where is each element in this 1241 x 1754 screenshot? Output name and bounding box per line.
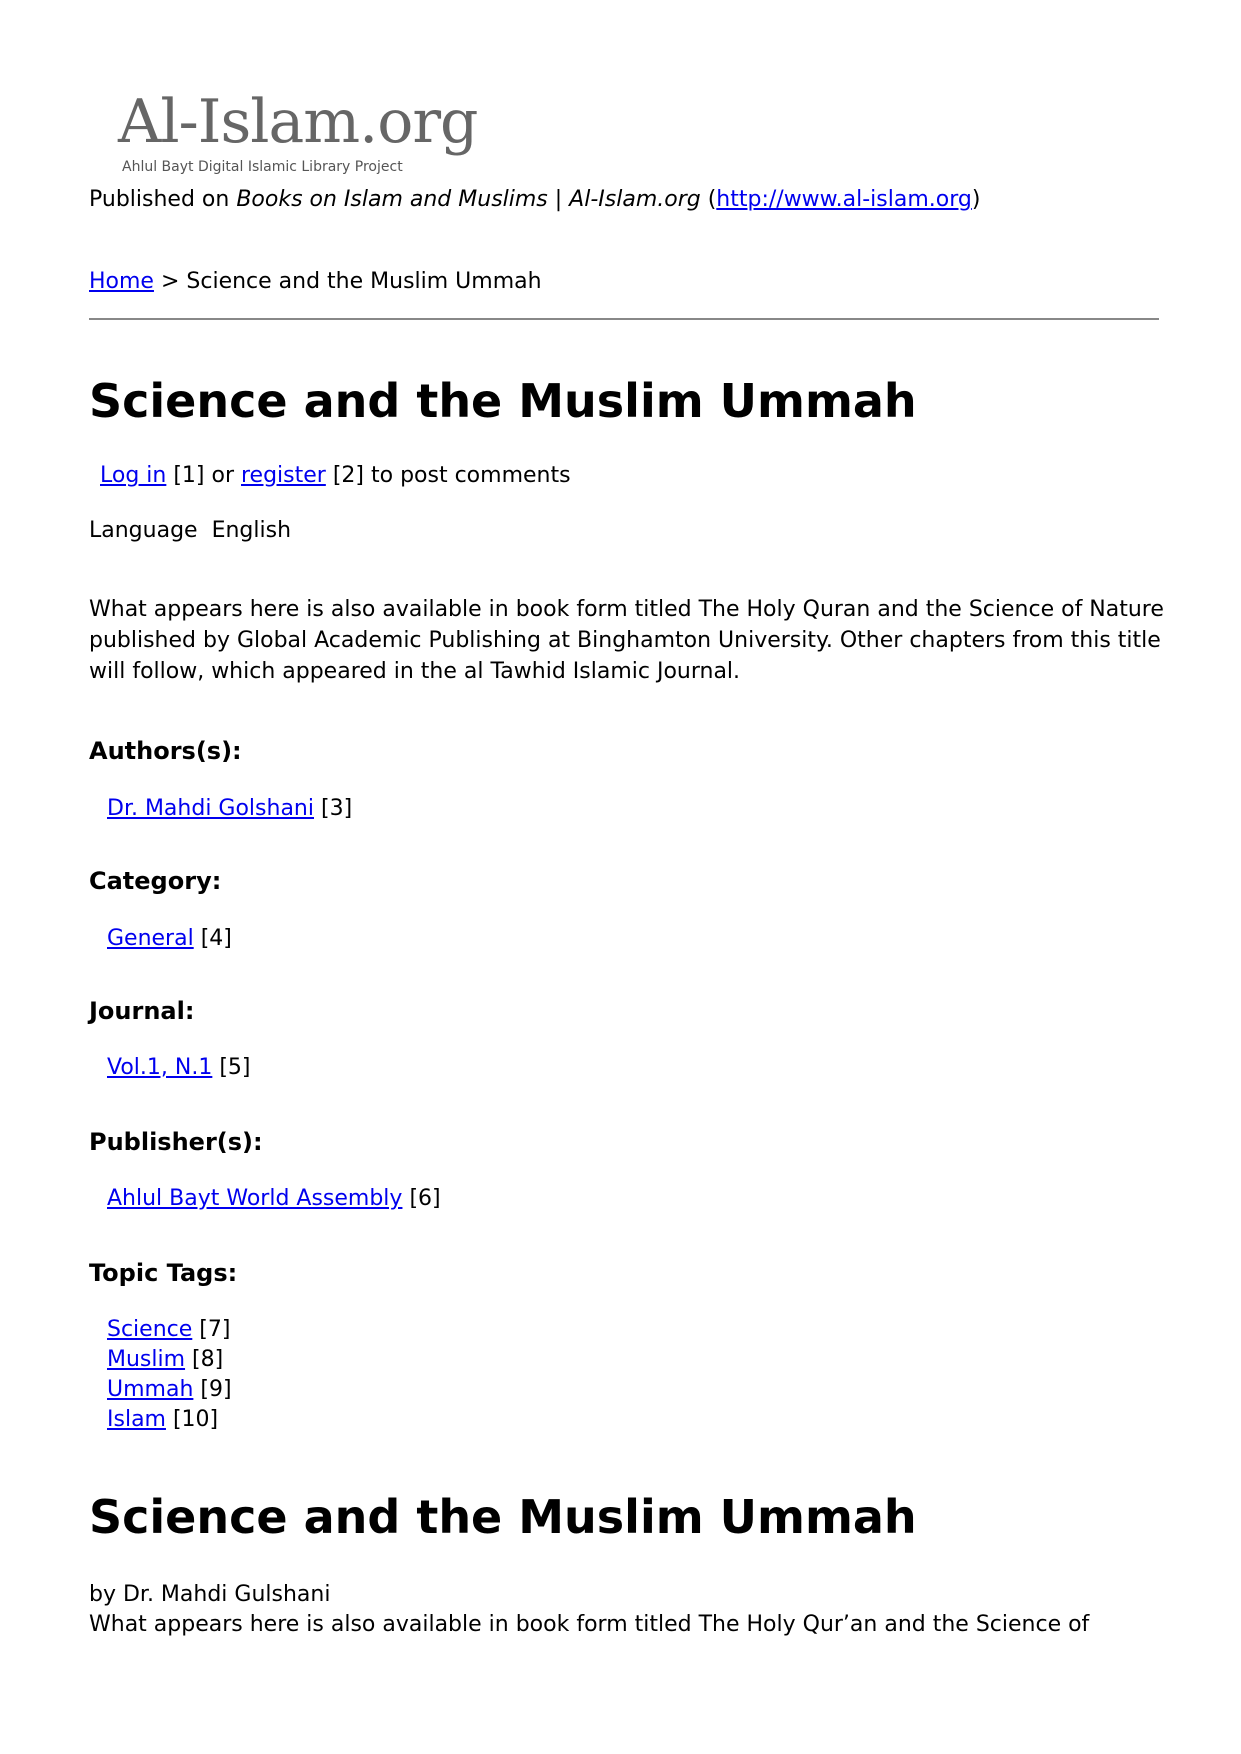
- breadcrumb-separator: >: [153, 269, 187, 294]
- journal-ref: [5]: [212, 1055, 251, 1080]
- published-close: ): [971, 187, 981, 212]
- topic-tags-list: [107, 1315, 232, 1435]
- category-link[interactable]: General: [107, 926, 194, 951]
- comment-login-line: [100, 461, 571, 491]
- publisher-link[interactable]: Ahlul Bayt World Assembly: [107, 1186, 403, 1211]
- breadcrumb-current: Science and the Muslim Ummah: [186, 269, 542, 294]
- body-intro-text: What appears here is also available in book form titled The Holy Qur’an and the Science of: [89, 1612, 1090, 1637]
- tag-item: [107, 1315, 232, 1345]
- tag-link-science[interactable]: Science: [107, 1317, 193, 1342]
- tag-link-ummah[interactable]: Ummah: [107, 1377, 194, 1402]
- published-site-name: Books on Islam and Muslims | Al-Islam.org: [236, 187, 701, 212]
- author-link[interactable]: Dr. Mahdi Golshani: [107, 796, 314, 821]
- publisher-ref: [6]: [402, 1186, 441, 1211]
- breadcrumb-home-link[interactable]: Home: [89, 269, 154, 294]
- published-prefix: Published on: [89, 187, 237, 212]
- language-label: Language: [89, 518, 198, 543]
- category-item: [107, 924, 232, 954]
- category-ref: [4]: [193, 926, 232, 951]
- page-title: Science and the Muslim Ummah: [89, 374, 917, 428]
- tag-ref: [8]: [185, 1347, 224, 1372]
- journal-item: [107, 1053, 251, 1083]
- breadcrumb: [89, 267, 542, 297]
- tag-item: [107, 1345, 232, 1375]
- site-url-link[interactable]: http://www.al-islam.org: [716, 187, 972, 212]
- author-ref: [3]: [314, 796, 353, 821]
- tag-ref: [7]: [192, 1317, 231, 1342]
- login-link[interactable]: Log in: [100, 463, 167, 488]
- topic-tags-label: Topic Tags:: [89, 1259, 238, 1287]
- logo-wordmark: Al-Islam.org: [118, 87, 478, 157]
- publisher-item: [107, 1184, 441, 1214]
- published-on-line: [89, 185, 980, 215]
- tag-item: [107, 1375, 232, 1405]
- tag-link-muslim[interactable]: Muslim: [107, 1347, 186, 1372]
- authors-label: Authors(s):: [89, 737, 242, 765]
- body-title: Science and the Muslim Ummah: [89, 1490, 917, 1544]
- publisher-label: Publisher(s):: [89, 1128, 263, 1156]
- authors-item: [107, 794, 352, 824]
- logo-tagline: Ahlul Bayt Digital Islamic Library Project: [122, 159, 403, 175]
- category-label: Category:: [89, 867, 222, 895]
- tag-ref: [9]: [193, 1377, 232, 1402]
- tag-ref: [10]: [165, 1407, 219, 1432]
- register-ref: [2] to post comments: [325, 463, 571, 488]
- tag-item: [107, 1405, 232, 1435]
- language-line: [89, 516, 291, 546]
- tag-link-islam[interactable]: Islam: [107, 1407, 166, 1432]
- byline: by Dr. Mahdi Gulshani: [89, 1582, 331, 1607]
- journal-link[interactable]: Vol.1, N.1: [107, 1055, 213, 1080]
- journal-label: Journal:: [89, 997, 195, 1025]
- published-open: (: [700, 187, 717, 212]
- header-divider: [89, 318, 1159, 320]
- site-logo[interactable]: [118, 87, 478, 183]
- register-link[interactable]: register: [241, 463, 326, 488]
- language-value: English: [211, 518, 292, 543]
- login-ref: [1] or: [166, 463, 241, 488]
- intro-paragraph: What appears here is also available in book form titled The Holy Quran and the Science of Nature published by Global Academic Publishing at Binghamton University. Other chapters from this title will follow, which appeared in the al Tawhid Islamic Journal.: [89, 597, 1164, 684]
